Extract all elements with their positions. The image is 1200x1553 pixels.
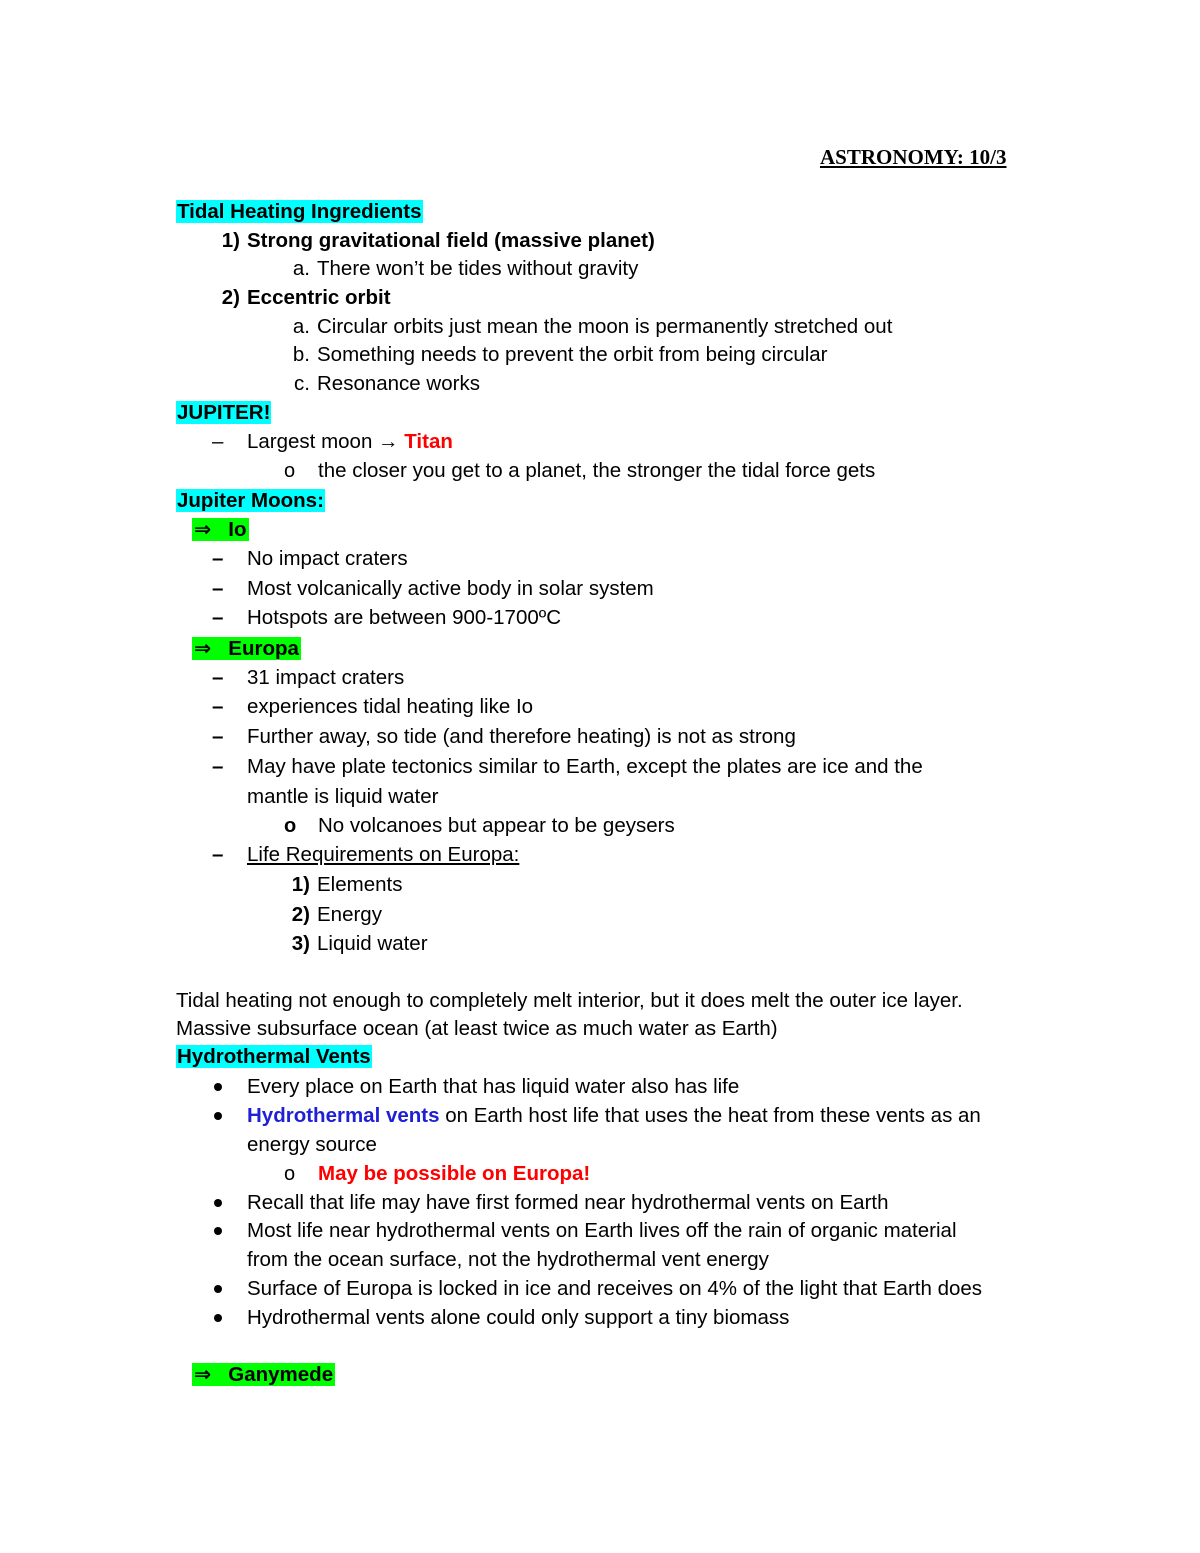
dash-bullet-icon: –: [212, 725, 224, 748]
section-heading-tidal: Tidal Heating Ingredients: [177, 200, 422, 223]
bullet-icon: [214, 1199, 222, 1207]
bullet-icon: [214, 1314, 222, 1322]
page-title: ASTRONOMY: 10/3: [820, 145, 1007, 169]
paragraph-line: Massive subsurface ocean (at least twice as much water as Earth): [176, 1017, 778, 1040]
dash-bullet-icon: –: [212, 606, 224, 629]
dash-bullet-icon: –: [212, 755, 224, 778]
circle-bullet-icon: o: [284, 815, 297, 837]
moon-heading-io: ⇒ Io: [194, 518, 247, 541]
circle-bullet-icon: o: [284, 460, 296, 482]
list-item-continuation: energy source: [247, 1133, 377, 1156]
bullet-icon: [214, 1112, 222, 1120]
arrow-icon: →: [378, 430, 399, 453]
double-arrow-icon: ⇒: [194, 637, 212, 660]
section-heading-jupiter: JUPITER!: [177, 401, 271, 424]
section-heading-vents: Hydrothermal Vents: [177, 1045, 371, 1068]
paragraph-line: Tidal heating not enough to completely melt interior, but it does melt the outer ice layer.: [176, 989, 963, 1012]
dash-bullet-icon: –: [212, 547, 224, 570]
bullet-icon: [214, 1285, 222, 1293]
dash-bullet-icon: –: [212, 577, 224, 600]
dash-bullet-icon: –: [212, 695, 224, 718]
dash-bullet-icon: –: [212, 843, 224, 866]
moon-heading-europa: ⇒ Europa: [194, 637, 299, 660]
double-arrow-icon: ⇒: [194, 1363, 212, 1386]
dash-bullet-icon: –: [212, 666, 224, 689]
section-heading-moons: Jupiter Moons:: [177, 489, 324, 512]
list-item-continuation: from the ocean surface, not the hydrothermal vent energy: [247, 1248, 769, 1271]
circle-bullet-icon: o: [284, 1163, 296, 1185]
double-arrow-icon: ⇒: [194, 518, 212, 541]
moon-heading-ganymede: ⇒ Ganymede: [194, 1363, 334, 1386]
bullet-icon: [214, 1083, 222, 1091]
list-item-continuation: mantle is liquid water: [247, 785, 439, 808]
bullet-icon: [214, 1227, 222, 1235]
